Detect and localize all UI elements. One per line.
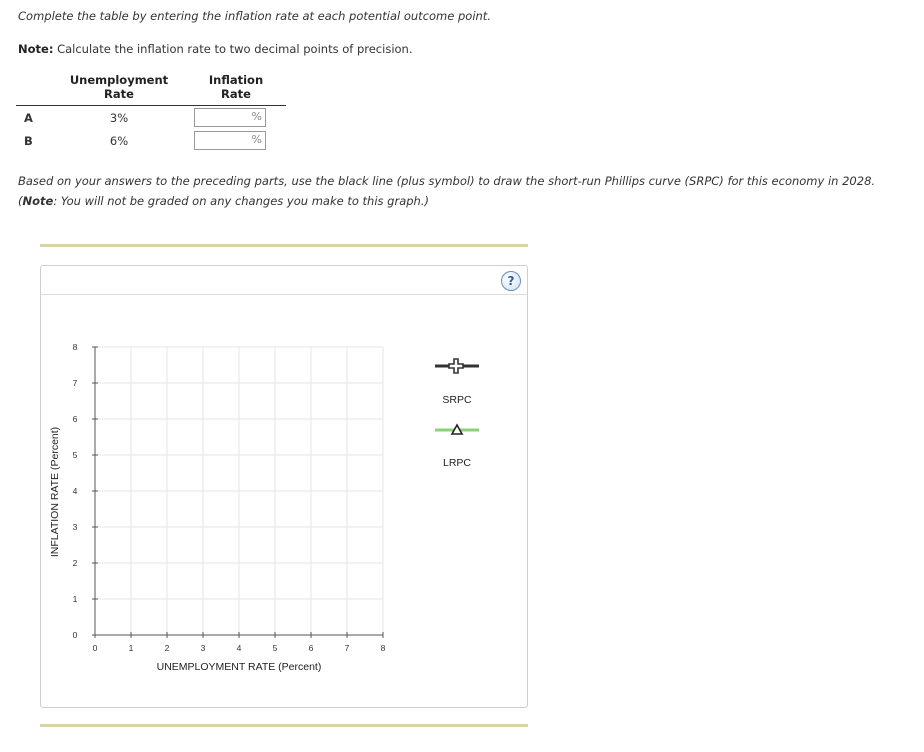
- table-header-blank: [16, 70, 52, 106]
- y-tick-label: 6: [72, 414, 78, 424]
- grid: [95, 347, 383, 635]
- graph-note: [18, 194, 429, 208]
- x-tick-label: 3: [200, 643, 206, 653]
- row-label-a: A: [24, 110, 33, 125]
- inflation-input-box-b[interactable]: [194, 131, 266, 150]
- x-axis-label: UNEMPLOYMENT RATE (Percent): [156, 661, 322, 673]
- x-tick-label: 0: [92, 643, 98, 653]
- inflation-cell-b: [186, 129, 286, 152]
- inflation-input-a[interactable]: [197, 110, 249, 123]
- graph-note-open: (: [18, 194, 23, 208]
- inflation-input-box-a[interactable]: [194, 108, 266, 127]
- x-tick-label: 6: [308, 643, 314, 653]
- lrpc-legend-label: LRPC: [442, 457, 472, 469]
- srpc-legend-label: SRPC: [442, 394, 472, 406]
- y-tick-label: 2: [72, 558, 78, 568]
- outcome-table: [16, 70, 286, 152]
- x-tick-label: 2: [164, 643, 170, 653]
- instruction-text: Complete the table by entering the inflation rate at each potential outcome point.: [18, 9, 491, 23]
- top-divider: [40, 244, 528, 247]
- percent-unit-a: %: [251, 110, 262, 123]
- precision-note: [18, 42, 413, 56]
- legend-lrpc[interactable]: [435, 425, 479, 469]
- y-tick-label: 3: [72, 522, 78, 532]
- inflation-input-b[interactable]: [197, 133, 249, 146]
- x-tick-label: 4: [236, 643, 242, 653]
- table-row: [16, 106, 286, 130]
- note-text: Calculate the inflation rate to two decimal points of precision.: [53, 42, 413, 56]
- y-axis-label: INFLATION RATE (Percent): [49, 426, 61, 558]
- percent-unit-b: %: [251, 133, 262, 146]
- y-tick-label: 4: [72, 486, 78, 496]
- graph-note-text: : You will not be graded on any changes you make to this graph.): [53, 194, 429, 208]
- note-label: Note:: [18, 42, 54, 56]
- graph-note-label: Note: [22, 194, 54, 208]
- header-inflation-rate: Inflation Rate: [186, 70, 286, 106]
- unemployment-value-a: 3%: [109, 110, 129, 125]
- y-tick-label: 7: [72, 378, 78, 388]
- x-tick-label: 7: [344, 643, 350, 653]
- phillips-curve-graph[interactable]: [41, 266, 527, 707]
- help-icon[interactable]: ?: [501, 271, 521, 291]
- graph-panel: [40, 265, 528, 708]
- y-tick-label: 8: [72, 342, 78, 352]
- plus-icon[interactable]: [449, 359, 463, 373]
- y-tick-label: 0: [72, 630, 78, 640]
- row-label-b: B: [24, 133, 33, 148]
- bottom-divider: [40, 724, 528, 727]
- legend-srpc[interactable]: [435, 359, 479, 406]
- x-tick-label: 8: [380, 643, 386, 653]
- x-tick-label: 1: [128, 643, 134, 653]
- unemployment-value-b: 6%: [109, 133, 129, 148]
- y-tick-label: 5: [72, 450, 78, 460]
- y-tick-label: 1: [72, 594, 78, 604]
- header-unemployment-rate: Unemployment Rate: [52, 70, 186, 106]
- table-row: [16, 129, 286, 152]
- x-tick-label: 5: [272, 643, 278, 653]
- graph-instruction: Based on your answers to the preceding parts, use the black line (plus symbol) to draw the short-run Phillips curve (SRPC) for this economy in 2028.: [18, 174, 876, 188]
- ticks: [73, 342, 386, 653]
- inflation-cell-a: [186, 106, 286, 130]
